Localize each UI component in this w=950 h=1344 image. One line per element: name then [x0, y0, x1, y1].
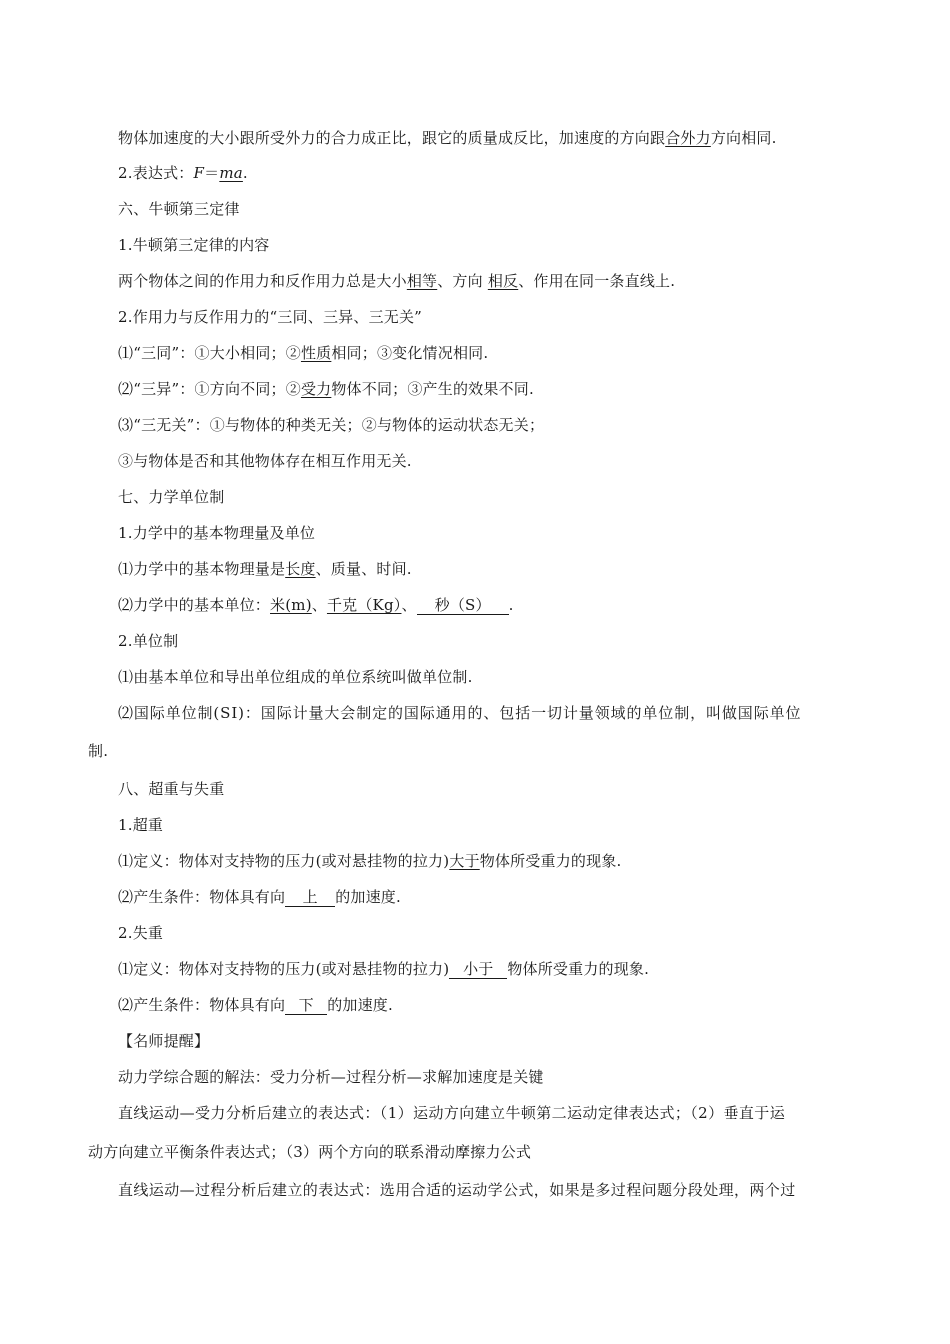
list-item [118, 343, 488, 363]
underlined-answer: 秒（S） [417, 596, 509, 615]
underlined-answer: 千克（Kg） [326, 596, 402, 614]
underlined-answer: 下 [285, 996, 327, 1015]
text: 物体所受重力的现象. [507, 960, 650, 978]
text: 2.表达式： [118, 164, 194, 182]
subsection-heading: 2.单位制 [118, 632, 179, 650]
text: 物体加速度的大小跟所受外力的合力成正比，跟它的质量成反比，加速度的方向跟 [118, 129, 666, 147]
text: 、方向 [437, 272, 483, 290]
text: ⑵力学中的基本单位： [118, 596, 271, 614]
list-item: ⑵国际单位制(SI)：国际计量大会制定的国际通用的、包括一切计量领域的单位制，叫做国际单位 [118, 704, 802, 722]
list-item: ⑶“三无关”：①与物体的种类无关；②与物体的运动状态无关； [118, 416, 545, 434]
expression-line [118, 163, 248, 183]
list-item [118, 887, 401, 907]
list-item [118, 559, 412, 579]
list-item [118, 595, 514, 615]
underlined-answer: 小于 [449, 960, 507, 979]
text: 物体所受重力的现象. [479, 852, 622, 870]
text: 物体不同；③产生的效果不同. [331, 380, 534, 398]
equals-sign: ＝ [204, 164, 220, 182]
underlined-answer: 相反 [487, 272, 519, 290]
underlined-answer: ma [219, 164, 243, 182]
text: ⑴定义：物体对支持物的压力(或对悬挂物的拉力) [118, 960, 450, 978]
underlined-answer: 性质 [300, 344, 332, 362]
text: . [242, 164, 248, 182]
tip-heading: 【名师提醒】 [118, 1032, 210, 1050]
underlined-answer: 长度 [285, 560, 316, 578]
text: 的加速度. [335, 888, 401, 906]
text: ⑴力学中的基本物理量是 [118, 560, 286, 578]
list-item [118, 959, 649, 979]
formula-variable: F [193, 164, 205, 182]
section-heading: 七、力学单位制 [118, 488, 225, 506]
text: . [508, 596, 514, 614]
underlined-answer: 相等 [406, 272, 438, 290]
third-law-content [118, 271, 675, 291]
text: ⑵“三异”：①方向不同；② [118, 380, 301, 398]
list-item [118, 851, 622, 871]
tip-paragraph: 直线运动—受力分析后建立的表达式：（1）运动方向建立牛顿第二运动定律表达式；（2）垂直于运 [118, 1104, 786, 1122]
tip-paragraph: 直线运动—过程分析后建立的表达式：选用合适的运动学公式，如果是多过程问题分段处理，两个过 [118, 1181, 796, 1199]
text: 、作用在同一条直线上. [518, 272, 676, 290]
section-heading: 六、牛顿第三定律 [118, 200, 240, 218]
underlined-answer: 大于 [449, 852, 480, 870]
underlined-answer: 合外力 [665, 129, 711, 147]
separator: 、 [311, 596, 327, 614]
tip-paragraph-continuation: 动方向建立平衡条件表达式；（3）两个方向的联系滑动摩擦力公式 [88, 1143, 532, 1161]
list-item: ③与物体是否和其他物体存在相互作用无关. [118, 452, 412, 470]
newton-second-law-content [118, 128, 777, 148]
text: ⑵产生条件：物体具有向 [118, 888, 286, 906]
text: ⑴定义：物体对支持物的压力(或对悬挂物的拉力) [118, 852, 450, 870]
list-item [118, 995, 393, 1015]
subsection-heading: 2.失重 [118, 924, 164, 942]
list-item-continuation: 制. [88, 742, 109, 760]
underlined-answer: 米(m) [270, 596, 312, 614]
text: ⑵产生条件：物体具有向 [118, 996, 286, 1014]
text: 、质量、时间. [315, 560, 412, 578]
text: 两个物体之间的作用力和反作用力总是大小 [118, 272, 407, 290]
list-item: ⑴由基本单位和导出单位组成的单位系统叫做单位制. [118, 668, 473, 686]
subsection-heading: 1.牛顿第三定律的内容 [118, 236, 270, 254]
tip-paragraph: 动力学综合题的解法：受力分析—过程分析—求解加速度是关键 [118, 1068, 544, 1086]
subsection-heading: 1.超重 [118, 816, 164, 834]
text: 的加速度. [327, 996, 393, 1014]
text: ⑴“三同”：①大小相同；② [118, 344, 301, 362]
subsection-heading: 1.力学中的基本物理量及单位 [118, 524, 316, 542]
text: 相同；③变化情况相同. [331, 344, 489, 362]
separator: 、 [401, 596, 417, 614]
text: 方向相同. [710, 129, 777, 147]
underlined-answer: 上 [285, 888, 335, 907]
section-heading: 八、超重与失重 [118, 780, 225, 798]
list-item [118, 379, 534, 399]
subsection-heading: 2.作用力与反作用力的“三同、三异、三无关” [118, 308, 423, 326]
underlined-answer: 受力 [300, 380, 332, 398]
